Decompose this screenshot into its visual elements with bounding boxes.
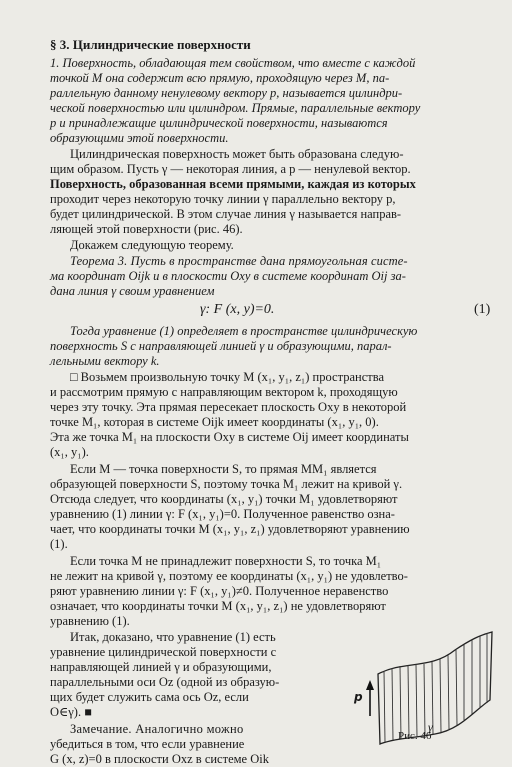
section-title: Цилиндрические поверхности	[72, 37, 251, 52]
text-line: уравнение цилиндрической поверхности с	[50, 645, 277, 659]
text-line: O∈γ). ■	[50, 705, 92, 719]
text-line: уравнению (1) линии γ: F (x₁, y₁)=0. Полученное равенство озна-	[50, 507, 395, 521]
text-line: поверхность S с направляющей линией γ и образующими, парал-	[50, 339, 392, 353]
text-line: Итак, доказано, что уравнение (1) есть	[70, 630, 276, 644]
text-line: уравнению (1).	[50, 614, 130, 628]
text-line: Эта же точка M₁ на плоскости Oxy в системе Oij имеет координаты	[50, 430, 409, 444]
text-line: образующей поверхности S, поэтому точка M₁ лежит на кривой γ.	[50, 477, 403, 491]
theorem-line: Теорема 3. Пусть в пространстве дана прямоугольная систе-	[70, 254, 408, 268]
text-line: 1. Поверхность, обладающая тем свойством, что вместе с каждой	[50, 56, 416, 70]
text-line: лельными вектору k.	[50, 354, 160, 368]
text-line: Поверхность, образованная всеми прямыми, каждая из которых	[50, 177, 416, 191]
text-line: ческой поверхностью или цилиндром. Прямые, параллельные вектору	[50, 101, 421, 115]
text-line: проходит через некоторую точку линии γ параллельно вектору p,	[50, 192, 396, 206]
text-line: будет цилиндрической. В этом случае линия γ называется направ-	[50, 207, 402, 221]
text-line: ряют уравнению линии γ: F (x₁, y₁)≠0. Полученное неравенство	[50, 584, 389, 598]
figure-caption: Рис. 46	[398, 730, 432, 742]
remark-line: Замечание. Аналогично можно	[70, 722, 244, 736]
text-line: (x₁, y₁).	[50, 445, 89, 459]
text-line: убедиться в том, что если уравнение	[50, 737, 245, 751]
text-line: точке M₁, которая в системе Oijk имеет координаты (x₁, y₁, 0).	[50, 415, 379, 429]
text-line: Отсюда следует, что координаты (x₁, y₁) точки M₁ удовлетворяют	[50, 492, 398, 506]
text-line: точкой M она содержит всю прямую, проходящую через M, па-	[50, 71, 390, 85]
text-line: □ Возьмем произвольную точку M (x₁, y₁, z₁) пространства	[70, 370, 384, 384]
text-line: p и принадлежащие цилиндрической поверхности, называются	[50, 116, 388, 130]
text-line: означает, что координаты точки M (x₁, y₁, z₁) не удовлетворяют	[50, 599, 386, 613]
text-line: не лежит на кривой γ, поэтому ее координаты (x₁, y₁) не удовлетво-	[50, 569, 408, 583]
text-line: через эту точку. Эта прямая пересекает плоскость Oxy в некоторой	[50, 400, 407, 414]
text-line: (1).	[50, 537, 68, 551]
theorem-line: дана линия γ своим уравнением	[50, 284, 215, 298]
text-line: раллельную данному ненулевому вектору p, называется цилиндри-	[50, 86, 403, 100]
surface-outline	[378, 632, 492, 744]
text-line: G (x, z)=0 в плоскости Oxz в системе Oik	[50, 752, 269, 766]
vector-p-arrow	[366, 680, 374, 716]
text-line: направляющей линией γ и образующими,	[50, 660, 272, 674]
text-line: щих будет служить сама ось Oz, если	[50, 690, 249, 704]
text-line: Докажем следующую теорему.	[70, 238, 234, 252]
section-heading	[50, 37, 251, 52]
equation-1: γ: F (x, y)=0.	[200, 302, 275, 317]
text-line: параллельными оси Oz (одной из образую-	[50, 675, 280, 689]
theorem-line: ма координат Oijk и в плоскости Oxy в системе координат Oij за-	[50, 269, 406, 283]
text-line: образующими этой поверхности.	[50, 131, 229, 145]
vector-p-label: p	[354, 690, 363, 704]
figure-46	[350, 630, 500, 748]
section-number: § 3.	[50, 37, 70, 52]
gamma-label: γ	[428, 720, 433, 734]
text-line: ляющей этой поверхности (рис. 46).	[50, 222, 243, 236]
equation-number: (1)	[474, 302, 491, 317]
text-line: Цилиндрическая поверхность может быть образована следую-	[70, 147, 404, 161]
generatrix-lines	[384, 633, 487, 742]
text-line: щим образом. Пусть γ — некоторая линия, а p — ненулевой вектор.	[50, 162, 411, 176]
text-line: Тогда уравнение (1) определяет в пространстве цилиндрическую	[70, 324, 418, 338]
text-line: чает, что координаты точки M (x₁, y₁, z₁) удовлетворяют уравнению	[50, 522, 410, 536]
text-line: Если точка M не принадлежит поверхности S, то точка M₁	[70, 554, 382, 568]
text-line: и рассмотрим прямую с направляющим вектором k, проходящую	[50, 385, 398, 399]
text-line: Если M — точка поверхности S, то прямая MM₁ является	[70, 462, 377, 476]
